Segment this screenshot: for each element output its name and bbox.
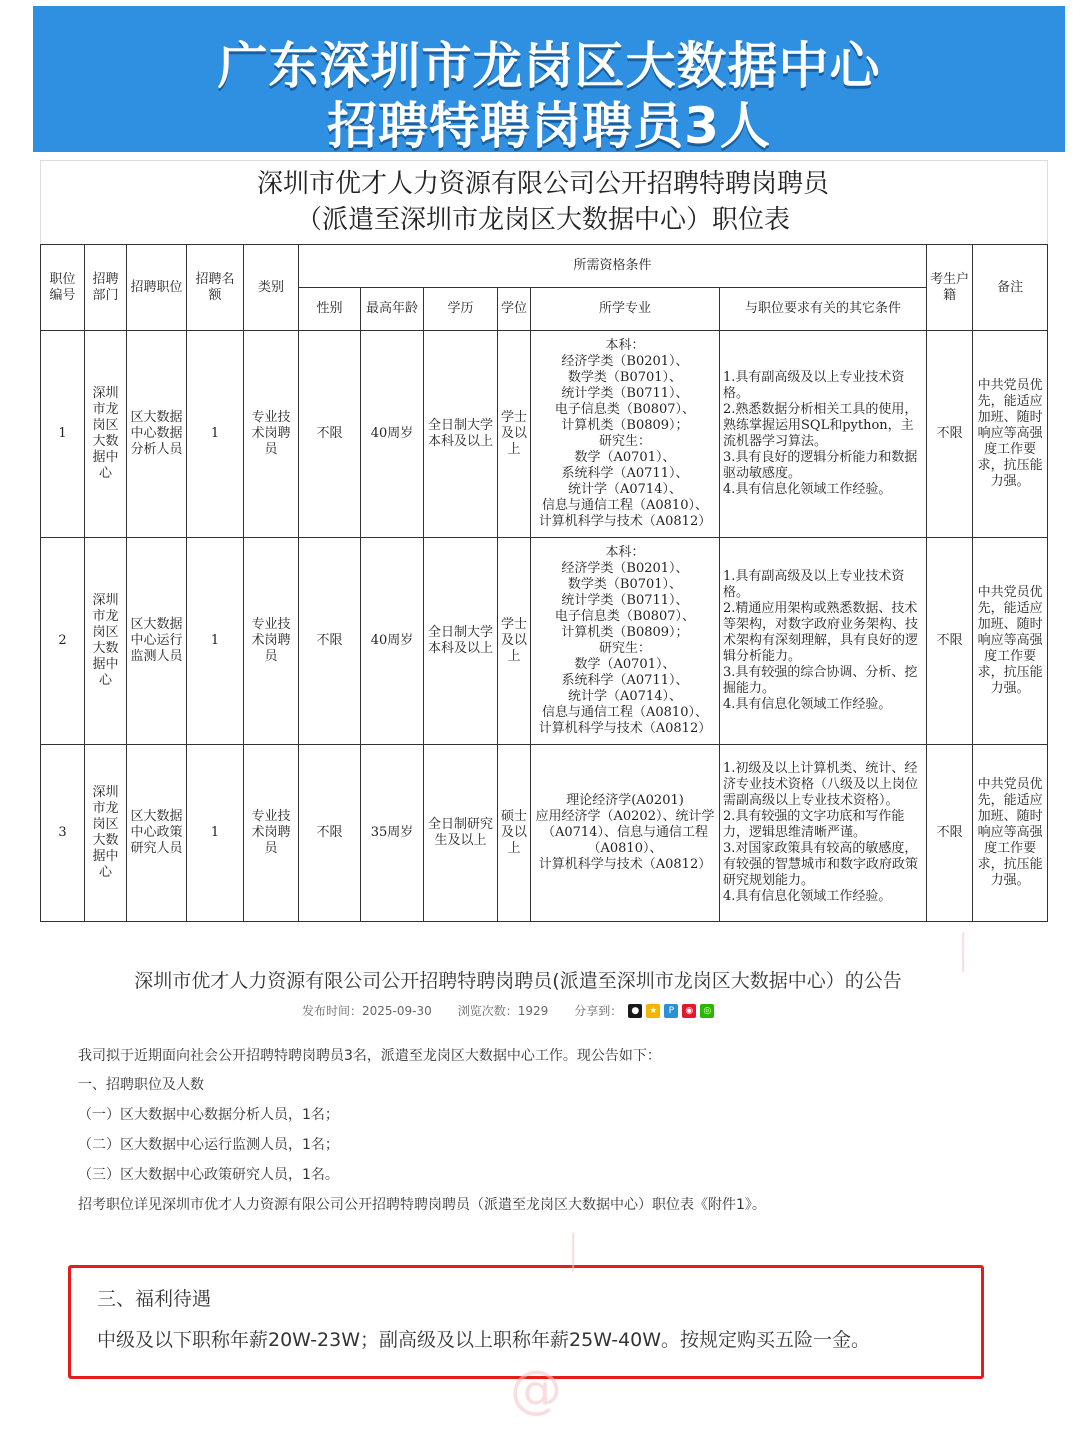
announcement-meta: [302, 1002, 714, 1019]
header-category: 类别: [244, 245, 299, 331]
header-other: 与职位要求有关的其它条件: [720, 288, 927, 331]
position-table-note: 招考职位详见深圳市优才人力资源有限公司公开招聘特聘岗聘员（派遣至龙岗区大数据中心）职位表《附件1》。: [78, 1197, 766, 1213]
cell-degree: 学士及以上: [498, 538, 531, 745]
cell-post: 区大数据中心政策研究人员: [127, 745, 187, 922]
cell-degree: 学士及以上: [498, 331, 531, 538]
cell-dept: 深圳市龙岗区大数据中心: [85, 331, 127, 538]
cell-age: 35周岁: [361, 745, 424, 922]
header-id: 职位编号: [41, 245, 85, 331]
watermark-glyph: ⟋: [938, 926, 990, 980]
wechat-icon[interactable]: ◎: [700, 1004, 714, 1018]
header-gender: 性别: [299, 288, 361, 331]
cell-post: 区大数据中心数据分析人员: [127, 331, 187, 538]
header-remark: 备注: [973, 245, 1048, 331]
tencent-weibo-icon[interactable]: P: [664, 1004, 678, 1018]
cell-remark: 中共党员优先，能适应加班、随时响应等高强度工作要求，抗压能力强。: [973, 538, 1048, 745]
cell-education: 全日制大学本科及以上: [424, 538, 498, 745]
cell-id: 2: [41, 538, 85, 745]
title-banner: [33, 6, 1065, 155]
cell-gender: 不限: [299, 745, 361, 922]
table-row: [41, 745, 1048, 922]
cell-category: 专业技术岗聘员: [244, 745, 299, 922]
header-hukou: 考生户籍: [927, 245, 973, 331]
cell-major: 理论经济学(A0201) 应用经济学（A0202）、统计学（A0714）、信息与通信工程（A0810）、 计算机科学与技术（A0812）: [531, 745, 720, 922]
cell-gender: 不限: [299, 538, 361, 745]
cell-hukou: 不限: [927, 538, 973, 745]
watermark-glyph: ⟋: [548, 1226, 600, 1280]
cell-remark: 中共党员优先，能适应加班、随时响应等高强度工作要求，抗压能力强。: [973, 745, 1048, 922]
cell-category: 专业技术岗聘员: [244, 538, 299, 745]
publish-date: 发布时间：2025-09-30: [302, 1004, 432, 1018]
announcement-intro: 我司拟于近期面向社会公开招聘特聘岗聘员3名，派遣至龙岗区大数据中心工作。现公告如下：: [78, 1048, 661, 1064]
welfare-text: 中级及以下职称年薪20W-23W；副高级及以上职称年薪25W-40W。按规定购买五险一金。: [97, 1329, 871, 1351]
table-title: [40, 160, 1046, 238]
job-table: [40, 244, 1048, 922]
table-title-line1: 深圳市优才人力资源有限公司公开招聘特聘岗聘员: [256, 169, 829, 199]
header-age: 最高年龄: [361, 288, 424, 331]
cell-remark: 中共党员优先，能适应加班、随时响应等高强度工作要求，抗压能力强。: [973, 331, 1048, 538]
header-dept: 招聘部门: [85, 245, 127, 331]
cell-education: 全日制大学本科及以上: [424, 331, 498, 538]
cell-dept: 深圳市龙岗区大数据中心: [85, 538, 127, 745]
cell-age: 40周岁: [361, 538, 424, 745]
cell-other: 1.具有副高级及以上专业技术资格。 2.熟悉数据分析相关工具的使用，熟练掌握运用SQL和python，主流机器学习算法。 3.具有良好的逻辑分析能力和数据驱动敏感度。 4.具有信息化领域工作经验。: [720, 331, 927, 538]
weibo-icon[interactable]: ◉: [682, 1004, 696, 1018]
cell-post: 区大数据中心运行监测人员: [127, 538, 187, 745]
position-item-1: （一）区大数据中心数据分析人员，1名；: [78, 1107, 339, 1123]
cell-id: 3: [41, 745, 85, 922]
cell-category: 专业技术岗聘员: [244, 331, 299, 538]
cell-count: 1: [187, 331, 244, 538]
table-row: [41, 331, 1048, 538]
cell-count: 1: [187, 538, 244, 745]
position-item-2: （二）区大数据中心运行监测人员，1名；: [78, 1137, 339, 1153]
welfare-heading: 三、福利待遇: [97, 1288, 212, 1310]
share-label: 分享到：: [574, 1004, 623, 1018]
header-count: 招聘名额: [187, 245, 244, 331]
section-heading-positions: 一、招聘职位及人数: [78, 1077, 204, 1093]
cell-major: 本科： 经济学类（B0201）、 数学类（B0701）、 统计学类（B0711）、 电子信息类（B0807）、 计算机类（B0809）； 研究生： 数学（A0701）、 系统科学（A0711）、 统计学（A0714）、 信息与通信工程（A0810）、 计算机科学与技术（A0812）: [531, 331, 720, 538]
header-requirements: 所需资格条件: [299, 245, 927, 288]
cell-age: 40周岁: [361, 331, 424, 538]
cell-hukou: 不限: [927, 331, 973, 538]
share-bar: [574, 1002, 714, 1019]
header-education: 学历: [424, 288, 498, 331]
banner-title-line2: 招聘特聘岗聘员3人: [327, 97, 771, 155]
cell-gender: 不限: [299, 331, 361, 538]
cell-dept: 深圳市龙岗区大数据中心: [85, 745, 127, 922]
qq-icon[interactable]: ●: [628, 1004, 642, 1018]
table-title-line2: （派遣至深圳市龙岗区大数据中心）职位表: [295, 205, 790, 235]
cell-count: 1: [187, 745, 244, 922]
banner-title-line1: 广东深圳市龙岗区大数据中心: [217, 37, 881, 95]
announcement-title: 深圳市优才人力资源有限公司公开招聘特聘岗聘员(派遣至深圳市龙岗区大数据中心）的公告: [134, 970, 902, 992]
cell-major: 本科： 经济学类（B0201）、 数学类（B0701）、 统计学类（B0711）、 电子信息类（B0807）、 计算机类（B0809）； 研究生： 数学（A0701）、 系统科学（A0711）、 统计学（A0714）、 信息与通信工程（A0810）、 计算机科学与技术（A0812）: [531, 538, 720, 745]
cell-hukou: 不限: [927, 745, 973, 922]
qzone-icon[interactable]: ★: [646, 1004, 660, 1018]
position-item-3: （三）区大数据中心政策研究人员，1名。: [78, 1167, 339, 1183]
cell-education: 全日制研究生及以上: [424, 745, 498, 922]
header-post: 招聘职位: [127, 245, 187, 331]
cell-degree: 硕士及以上: [498, 745, 531, 922]
header-degree: 学位: [498, 288, 531, 331]
view-count: 浏览次数：1929: [457, 1004, 549, 1018]
table-row: [41, 538, 1048, 745]
header-major: 所学专业: [531, 288, 720, 331]
cell-other: 1.初级及以上计算机类、统计、经济专业技术资格（八级及以上岗位需副高级以上专业技术资格）。 2.具有较强的文字功底和写作能力，逻辑思维清晰严谨。 3.对国家政策具有较高的敏感度，有较强的智慧城市和数字政府政策研究规划能力。 4.具有信息化领域工作经验。: [720, 745, 927, 922]
cell-id: 1: [41, 331, 85, 538]
cropped-text-remnant: [78, 1222, 358, 1230]
cell-other: 1.具有副高级及以上专业技术资格。 2.精通应用架构或熟悉数据、技术等架构，对数字政府业务架构、技术架构有深刻理解，具有良好的逻辑分析能力。 3.具有较强的综合协调、分析、挖掘能力。 4.具有信息化领域工作经验。: [720, 538, 927, 745]
watermark-glyph: @: [510, 1360, 562, 1420]
